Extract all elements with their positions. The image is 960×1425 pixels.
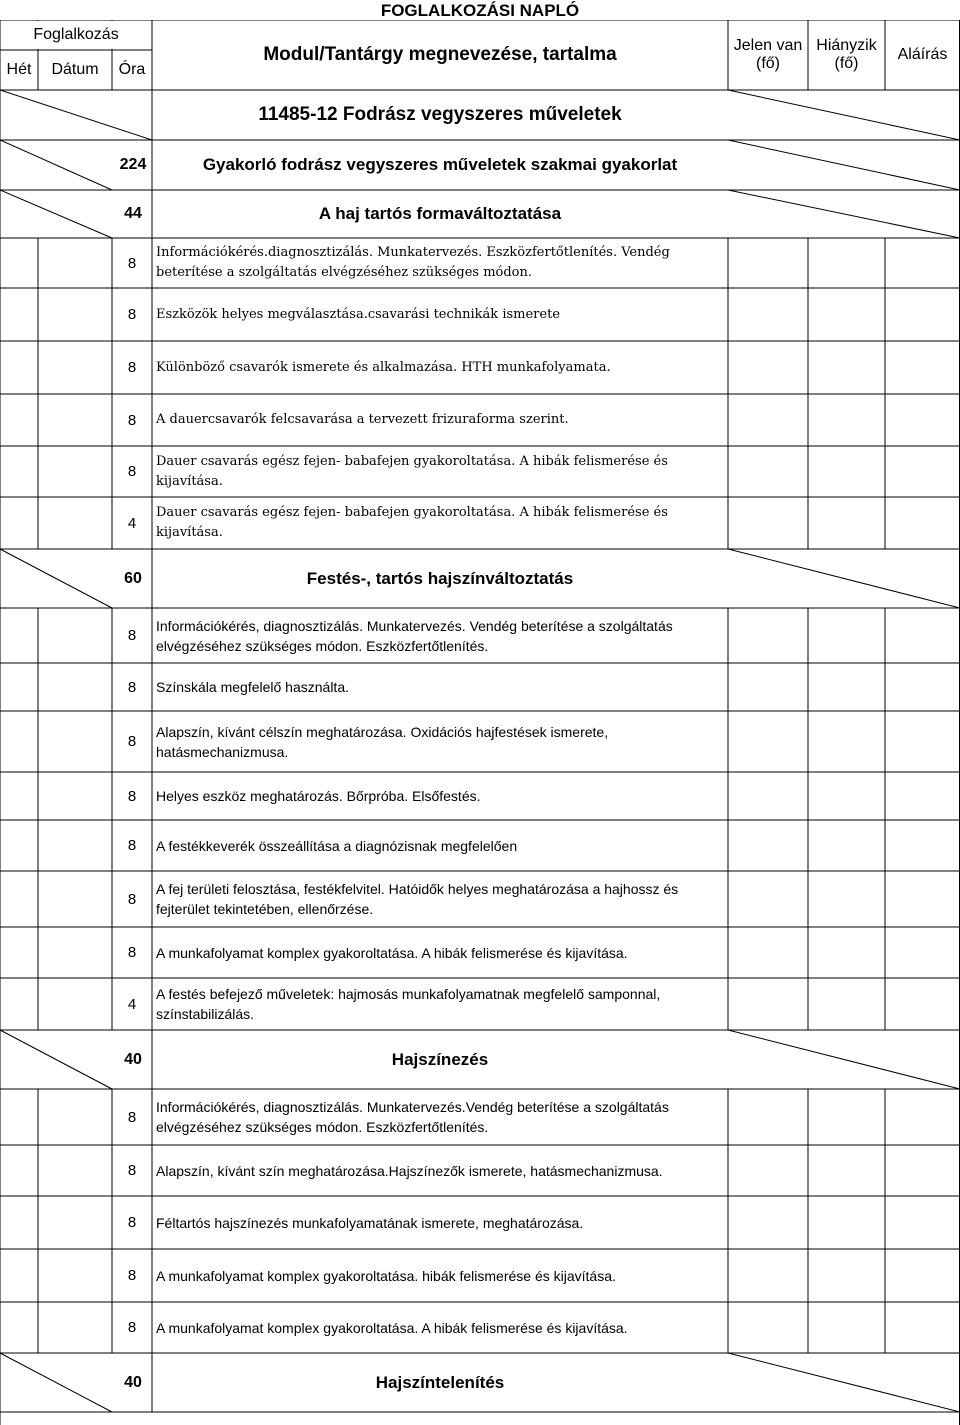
topic-text: Alapszín, kívánt szín meghatározása.Hajszínezők ismerete, hatásmechanizmusa. xyxy=(156,1162,663,1179)
diagonal-line xyxy=(0,190,112,238)
section-title: A haj tartós formaváltoztatása xyxy=(318,204,562,223)
topic-text: A munkafolyamat komplex gyakoroltatása. A hibák felismerése és kijavítása. xyxy=(156,944,628,961)
hours-cell: 8 xyxy=(127,787,137,805)
hours-cell: 60 xyxy=(124,569,142,587)
hours-cell: 8 xyxy=(127,890,137,908)
hours-cell: 44 xyxy=(124,205,142,222)
diagonal-line xyxy=(728,190,960,238)
hours-cell: 8 xyxy=(127,359,137,376)
topic-text: Színskála megfelelő használta. xyxy=(156,679,349,695)
hours-cell: 8 xyxy=(127,306,137,323)
hours-cell: 8 xyxy=(127,733,137,750)
header-ora: Óra xyxy=(118,61,146,78)
topic-text: A munkafolyamat komplex gyakoroltatása. A hibák felismerése és kijavítása. xyxy=(156,1319,628,1336)
hours-cell: 8 xyxy=(127,678,137,696)
diagonal-line xyxy=(0,90,152,140)
hours-cell: 8 xyxy=(127,411,137,429)
hours-cell: 8 xyxy=(127,1214,137,1231)
topic-text: A festés befejező műveletek: hajmosás munkafolyamatnak megfelelő samponnal, színstabilizálás. xyxy=(156,986,661,1022)
topic-text: A dauercsavarók felcsavarása a tervezett frizuraforma szerint. xyxy=(156,412,569,427)
diagonal-line xyxy=(728,1353,960,1412)
hours-cell: 224 xyxy=(119,156,147,173)
hours-cell: 40 xyxy=(124,1050,142,1068)
hours-cell: 8 xyxy=(127,627,137,644)
topic-text: Alapszín, kívánt célszín meghatározása. Oxidációs hajfestések ismerete, hatásmechanizmusa. xyxy=(156,723,609,760)
hours-cell: 40 xyxy=(124,1373,142,1391)
header-hianyzik xyxy=(808,20,885,90)
header-hianyzik-line2: (fő) xyxy=(834,55,859,72)
diagonal-line xyxy=(728,1030,960,1089)
topic-text: Eszközök helyes megválasztása.csavarási technikák ismerete xyxy=(156,306,560,322)
header-jelen-van-line2: (fő) xyxy=(756,55,780,72)
hours-cell: 4 xyxy=(127,514,137,532)
section-title: Festés-, tartós hajszínváltoztatás xyxy=(306,568,574,588)
hours-cell: 8 xyxy=(127,1108,137,1126)
hours-cell: 8 xyxy=(127,463,137,480)
hours-cell: 8 xyxy=(127,1162,137,1179)
topic-text: A munkafolyamat komplex gyakoroltatása. hibák felismerése és kijavítása. xyxy=(156,1267,616,1284)
section-title: Hajszíntelenítés xyxy=(375,1372,505,1392)
diagonal-line xyxy=(728,90,960,140)
module-title: 11485-12 Fodrász vegyszeres műveletek xyxy=(258,104,622,125)
topic-text: Információkérés.diagnosztizálás. Munkatervezés. Eszközfertőtlenítés. Vendég beterítése a szolgáltatás elvégzéséhez szükséges módon. xyxy=(156,245,670,280)
topic-text: Információkérés, diagnosztizálás. Munkatervezés. Vendég beterítése a szolgáltatás elvégzéséhez szükséges módon. Eszközfertőtlenítés. xyxy=(156,617,673,654)
hours-cell: 8 xyxy=(127,837,137,854)
topic-text: A fej területi felosztása, festékfelvitel. Hatóidők helyes meghatározása a hajhossz és fejterület tekintetében, ellenőrzése. xyxy=(156,881,679,917)
topic-text: Féltartós hajszínezés munkafolyamatának ismerete, meghatározása. xyxy=(156,1214,584,1231)
header-foglalkozas: Foglalkozás xyxy=(33,26,119,43)
diagonal-line xyxy=(0,1353,112,1412)
diagonal-line xyxy=(0,549,112,608)
header-modul: Modul/Tantárgy megnevezése, tartalma xyxy=(263,44,617,65)
diagonal-line xyxy=(0,1030,112,1089)
diagonal-line xyxy=(728,140,960,190)
topic-text: Dauer csavarás egész fejen- babafejen gyakoroltatása. A hibák felismerése és kijavítása. xyxy=(156,453,668,489)
topic-text: A festékkeverék összeállítása a diagnózisnak megfelelően xyxy=(156,837,518,854)
header-hianyzik-line1: Hiányzik xyxy=(816,37,877,54)
topic-text: Dauer csavarás egész fejen- babafejen gyakoroltatása. A hibák felismerése és kijavítása. xyxy=(156,505,668,540)
hours-cell: 8 xyxy=(127,1319,137,1336)
header-jelen-van-line1: Jelen van xyxy=(733,37,803,54)
hours-cell: 8 xyxy=(127,944,137,961)
hours-cell: 8 xyxy=(127,254,137,272)
section-title: Gyakorló fodrász vegyszeres műveletek szakmai gyakorlat xyxy=(202,155,678,174)
diagonal-line xyxy=(0,140,112,190)
header-alairas: Aláírás xyxy=(897,46,948,63)
header-het: Hét xyxy=(6,61,32,78)
topic-text: Helyes eszköz meghatározás. Bőrpróba. Elsőfestés. xyxy=(156,788,481,804)
header-datum: Dátum xyxy=(51,61,99,78)
diagonal-line xyxy=(728,549,960,608)
hours-cell: 8 xyxy=(127,1267,137,1284)
section-title: Hajszínezés xyxy=(391,1049,489,1069)
topic-text: Információkérés, diagnosztizálás. Munkatervezés.Vendég beterítése a szolgáltatás elvégzéséhez szükséges módon. Eszközfertőtlenítés. xyxy=(156,1099,669,1135)
header-jelen-van xyxy=(728,20,808,90)
hours-cell: 4 xyxy=(127,995,137,1013)
document-title: FOGLALKOZÁSI NAPLÓ xyxy=(380,1,580,20)
topic-text: Különböző csavarók ismerete és alkalmazása. HTH munkafolyamata. xyxy=(156,359,611,375)
